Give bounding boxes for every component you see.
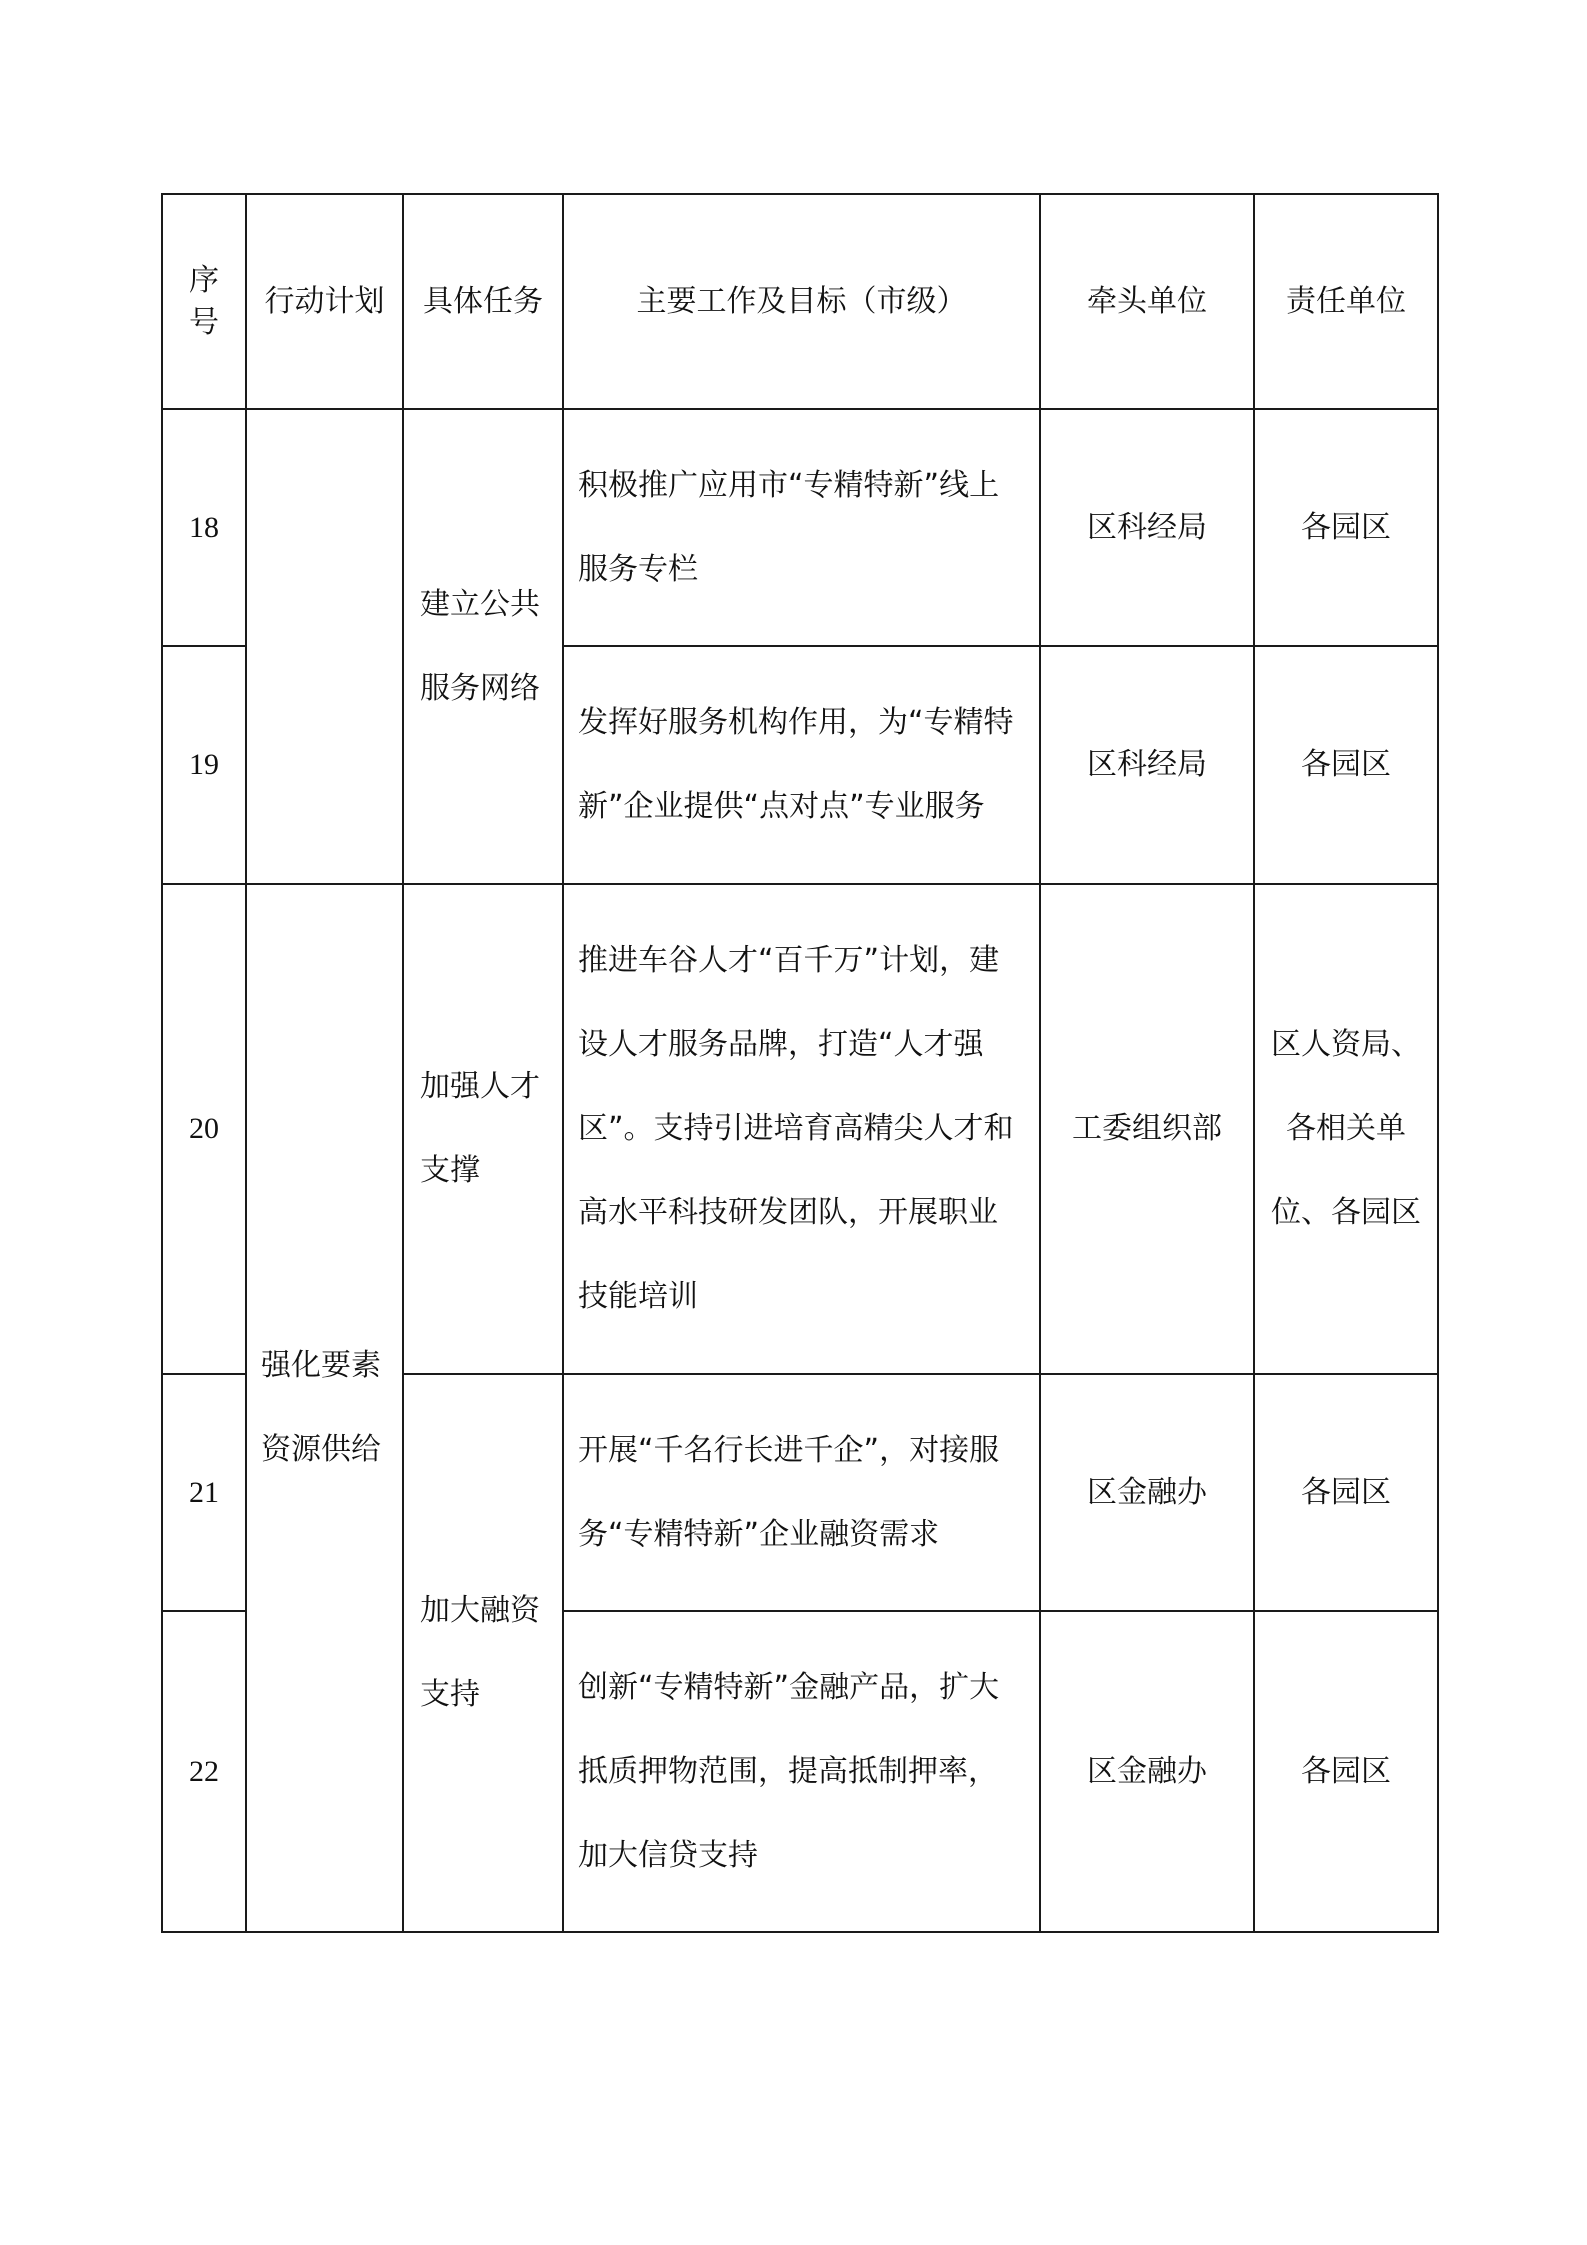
header-plan-label: 行动计划 bbox=[264, 283, 385, 319]
header-work bbox=[563, 194, 1040, 409]
work-cell: 开展“千名行长进千企”，对接服务“专精特新”企业融资需求 bbox=[563, 1374, 1040, 1611]
plan-cell: 强化要素资源供给 bbox=[246, 884, 403, 1932]
header-row bbox=[162, 194, 1438, 409]
row-index: 20 bbox=[162, 884, 246, 1374]
plan-cell-empty bbox=[246, 409, 403, 884]
row-index: 19 bbox=[162, 646, 246, 884]
work-cell: 积极推广应用市“专精特新”线上服务专栏 bbox=[563, 409, 1040, 646]
header-task bbox=[403, 194, 563, 409]
header-resp bbox=[1254, 194, 1438, 409]
resp-cell: 区人资局、各相关单位、各园区 bbox=[1254, 884, 1438, 1374]
lead-cell: 区金融办 bbox=[1040, 1611, 1254, 1932]
header-lead-label: 牵头单位 bbox=[1087, 283, 1207, 319]
task-cell: 建立公共服务网络 bbox=[403, 409, 563, 884]
resp-cell: 各园区 bbox=[1254, 1374, 1438, 1611]
row-index: 21 bbox=[162, 1374, 246, 1611]
lead-cell: 区科经局 bbox=[1040, 409, 1254, 646]
work-cell: 推进车谷人才“百千万”计划，建设人才服务品牌，打造“人才强区”。支持引进培育高精尖人才和高水平科技研发团队，开展职业技能培训 bbox=[563, 884, 1040, 1374]
row-index: 18 bbox=[162, 409, 246, 646]
action-plan-table bbox=[161, 193, 1439, 1933]
task-cell: 加强人才支撑 bbox=[403, 884, 563, 1374]
table-row bbox=[162, 409, 1438, 646]
lead-cell: 工委组织部 bbox=[1040, 884, 1254, 1374]
header-work-label: 主要工作及目标（市级） bbox=[636, 283, 967, 319]
table-row bbox=[162, 884, 1438, 1374]
resp-cell: 各园区 bbox=[1254, 646, 1438, 884]
header-plan bbox=[246, 194, 403, 409]
header-resp-label: 责任单位 bbox=[1286, 283, 1406, 319]
work-cell: 发挥好服务机构作用，为“专精特新”企业提供“点对点”专业服务 bbox=[563, 646, 1040, 884]
header-index bbox=[162, 194, 246, 409]
resp-cell: 各园区 bbox=[1254, 409, 1438, 646]
lead-cell: 区金融办 bbox=[1040, 1374, 1254, 1611]
header-lead bbox=[1040, 194, 1254, 409]
task-cell: 加大融资支持 bbox=[403, 1374, 563, 1932]
lead-cell: 区科经局 bbox=[1040, 646, 1254, 884]
row-index: 22 bbox=[162, 1611, 246, 1932]
resp-cell: 各园区 bbox=[1254, 1611, 1438, 1932]
header-index-label: 序号 bbox=[189, 262, 219, 340]
header-task-label: 具体任务 bbox=[423, 283, 543, 319]
work-cell: 创新“专精特新”金融产品，扩大抵质押物范围，提高抵制押率，加大信贷支持 bbox=[563, 1611, 1040, 1932]
